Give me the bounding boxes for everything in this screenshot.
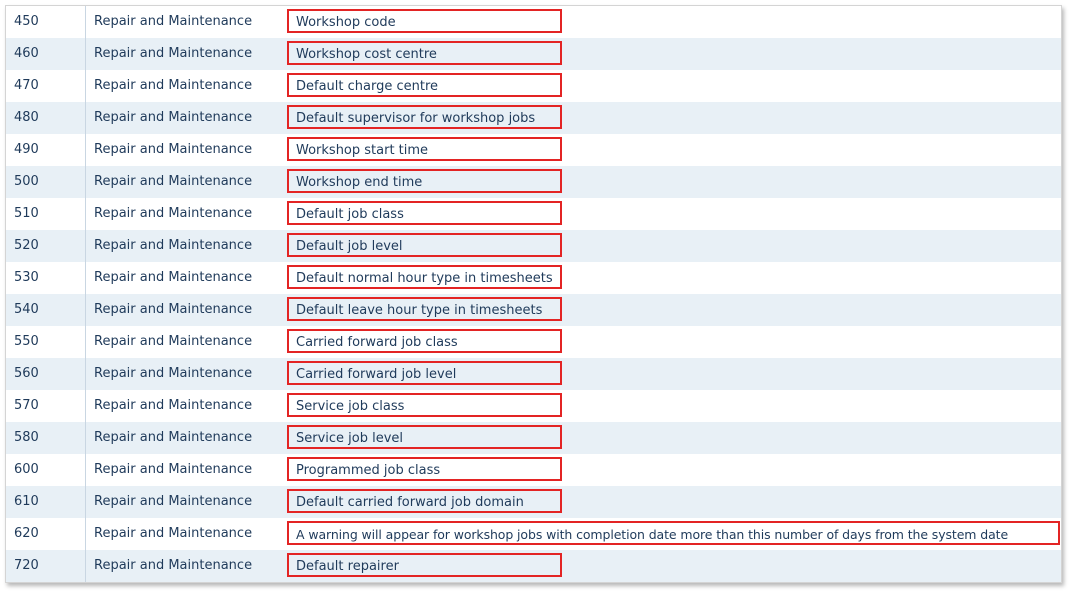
table-row[interactable] xyxy=(6,70,1061,102)
row-code: 600 xyxy=(14,462,39,477)
row-module: Repair and Maintenance xyxy=(94,398,253,413)
row-code: 490 xyxy=(14,142,39,157)
table-row[interactable] xyxy=(6,422,1061,454)
row-description-highlighted: Carried forward job level xyxy=(287,361,562,385)
row-module: Repair and Maintenance xyxy=(94,206,253,221)
row-code: 510 xyxy=(14,206,39,221)
row-code: 450 xyxy=(14,14,39,29)
row-module: Repair and Maintenance xyxy=(94,46,253,61)
row-code: 500 xyxy=(14,174,39,189)
row-module: Repair and Maintenance xyxy=(94,302,253,317)
row-code: 480 xyxy=(14,110,39,125)
table-row[interactable] xyxy=(6,550,1061,582)
row-module: Repair and Maintenance xyxy=(94,270,253,285)
row-module: Repair and Maintenance xyxy=(94,558,253,573)
row-code: 580 xyxy=(14,430,39,445)
table-row[interactable] xyxy=(6,390,1061,422)
row-description-highlighted: Programmed job class xyxy=(287,457,562,481)
row-module: Repair and Maintenance xyxy=(94,174,253,189)
table-row[interactable] xyxy=(6,262,1061,294)
table-row[interactable] xyxy=(6,326,1061,358)
parameters-table xyxy=(5,5,1062,583)
row-module: Repair and Maintenance xyxy=(94,110,253,125)
row-description-highlighted: Workshop end time xyxy=(287,169,562,193)
table-row[interactable] xyxy=(6,102,1061,134)
table-row[interactable] xyxy=(6,38,1061,70)
column-divider xyxy=(85,6,86,582)
row-code: 540 xyxy=(14,302,39,317)
table-row[interactable] xyxy=(6,454,1061,486)
row-description-highlighted: Default job class xyxy=(287,201,562,225)
row-module: Repair and Maintenance xyxy=(94,494,253,509)
row-code: 620 xyxy=(14,526,39,541)
row-module: Repair and Maintenance xyxy=(94,334,253,349)
row-description-highlighted: A warning will appear for workshop jobs with completion date more than this number of days from the system date xyxy=(287,521,1060,545)
row-code: 560 xyxy=(14,366,39,381)
table-row[interactable] xyxy=(6,486,1061,518)
table-row[interactable] xyxy=(6,358,1061,390)
row-description-highlighted: Default leave hour type in timesheets xyxy=(287,297,562,321)
row-module: Repair and Maintenance xyxy=(94,78,253,93)
row-description-highlighted: Default carried forward job domain xyxy=(287,489,562,513)
row-description-highlighted: Workshop cost centre xyxy=(287,41,562,65)
table-row[interactable] xyxy=(6,230,1061,262)
table-row[interactable] xyxy=(6,6,1061,38)
table-row[interactable] xyxy=(6,134,1061,166)
row-code: 470 xyxy=(14,78,39,93)
row-module: Repair and Maintenance xyxy=(94,142,253,157)
row-description-highlighted: Default normal hour type in timesheets xyxy=(287,265,562,289)
row-code: 610 xyxy=(14,494,39,509)
row-module: Repair and Maintenance xyxy=(94,462,253,477)
row-description-highlighted: Workshop code xyxy=(287,9,562,33)
row-code: 460 xyxy=(14,46,39,61)
row-description-highlighted: Workshop start time xyxy=(287,137,562,161)
row-description-highlighted: Default job level xyxy=(287,233,562,257)
row-description-highlighted: Carried forward job class xyxy=(287,329,562,353)
row-code: 520 xyxy=(14,238,39,253)
row-code: 570 xyxy=(14,398,39,413)
row-description-highlighted: Default supervisor for workshop jobs xyxy=(287,105,562,129)
row-description-highlighted: Service job level xyxy=(287,425,562,449)
row-module: Repair and Maintenance xyxy=(94,14,253,29)
table-row[interactable] xyxy=(6,198,1061,230)
row-module: Repair and Maintenance xyxy=(94,526,253,541)
row-description-highlighted: Default repairer xyxy=(287,553,562,577)
row-description-highlighted: Default charge centre xyxy=(287,73,562,97)
row-module: Repair and Maintenance xyxy=(94,366,253,381)
row-description-highlighted: Service job class xyxy=(287,393,562,417)
row-module: Repair and Maintenance xyxy=(94,430,253,445)
table-row[interactable] xyxy=(6,518,1061,550)
row-code: 720 xyxy=(14,558,39,573)
table-row[interactable] xyxy=(6,294,1061,326)
row-module: Repair and Maintenance xyxy=(94,238,253,253)
table-row[interactable] xyxy=(6,166,1061,198)
row-code: 530 xyxy=(14,270,39,285)
row-code: 550 xyxy=(14,334,39,349)
